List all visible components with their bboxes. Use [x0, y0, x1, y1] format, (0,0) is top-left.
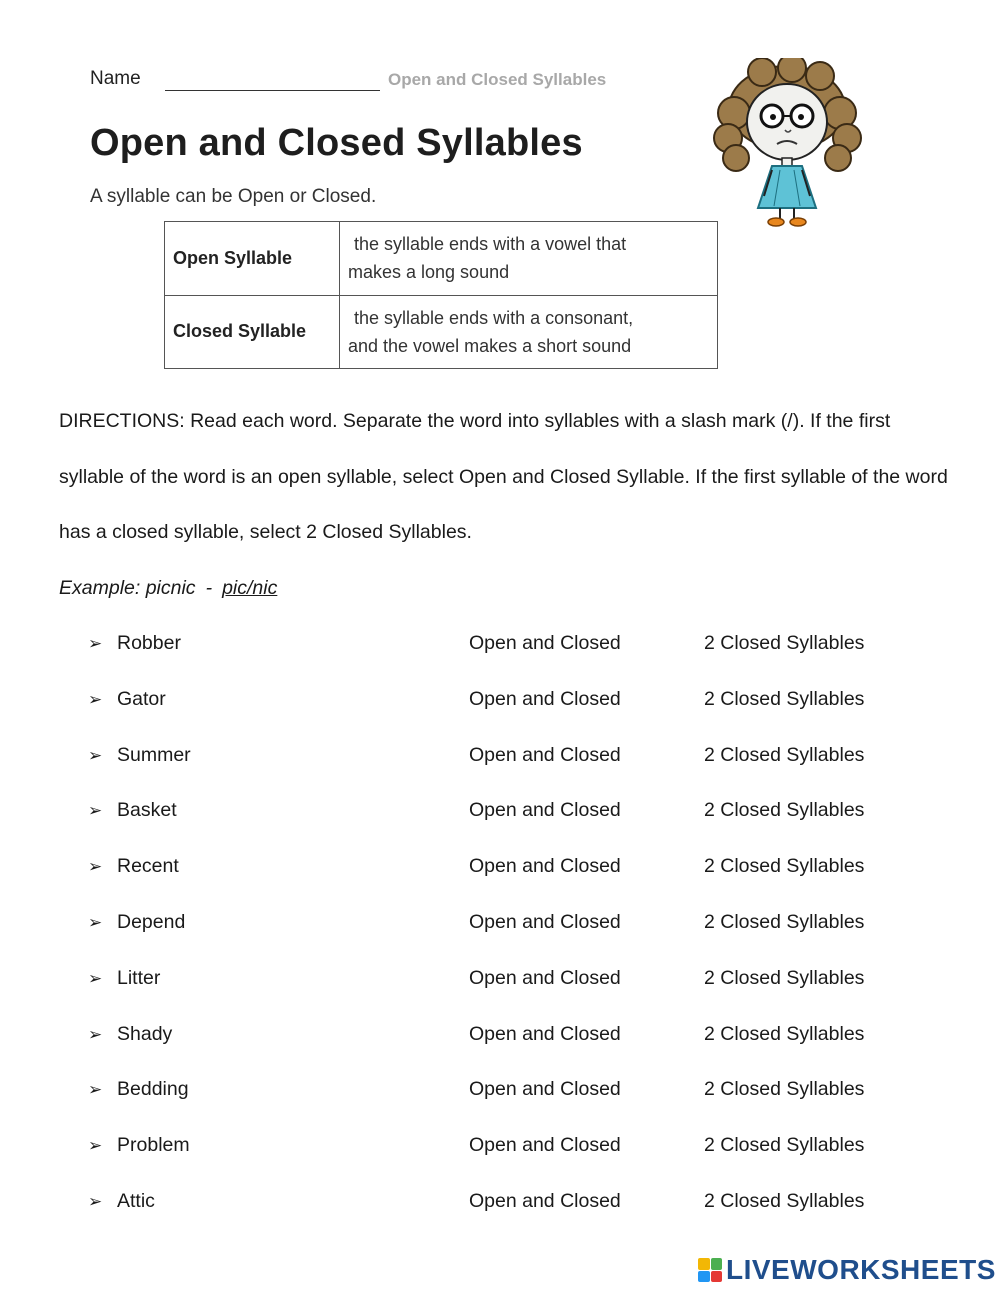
syllable-definition-table	[164, 221, 718, 369]
definition-row-closed	[165, 295, 718, 369]
list-item	[88, 672, 948, 728]
option-open-and-closed[interactable]: Open and Closed	[469, 743, 621, 766]
arrow-bullet-icon: ➢	[88, 968, 103, 988]
definition-line: the syllable ends with a vowel that	[354, 234, 627, 255]
definition-open-syllable	[340, 222, 718, 296]
word-label: Litter	[117, 966, 161, 989]
name-input-line[interactable]	[165, 90, 380, 91]
option-open-and-closed[interactable]: Open and Closed	[469, 1134, 621, 1157]
arrow-bullet-icon: ➢	[88, 689, 103, 709]
word-label: Basket	[117, 799, 177, 822]
arrow-bullet-icon: ➢	[88, 1136, 103, 1156]
arrow-bullet-icon: ➢	[88, 745, 103, 765]
arrow-bullet-icon: ➢	[88, 1024, 103, 1044]
word-label: Robber	[117, 632, 181, 654]
page-subtitle: A syllable can be Open or Closed.	[90, 186, 377, 207]
arrow-bullet-icon: ➢	[88, 1191, 103, 1211]
definition-row-open	[165, 222, 718, 296]
arrow-bullet-icon: ➢	[88, 912, 103, 932]
term-closed-syllable: Closed Syllable	[165, 295, 340, 369]
liveworksheets-logo-icon	[698, 1258, 722, 1282]
arrow-bullet-icon: ➢	[88, 1080, 103, 1100]
name-label: Name	[90, 68, 141, 89]
option-open-and-closed[interactable]: Open and Closed	[469, 1078, 621, 1101]
option-open-and-closed[interactable]: Open and Closed	[469, 910, 621, 933]
option-two-closed-syllables[interactable]: 2 Closed Syllables	[704, 632, 865, 654]
option-two-closed-syllables[interactable]: 2 Closed Syllables	[704, 855, 865, 878]
example-prefix: Example: picnic	[59, 577, 196, 599]
list-item	[88, 951, 948, 1007]
list-item	[88, 839, 948, 895]
list-item	[88, 783, 948, 839]
option-open-and-closed[interactable]: Open and Closed	[469, 1022, 621, 1045]
brand-text: LIVEWORKSHEETS	[726, 1254, 996, 1285]
option-two-closed-syllables[interactable]: 2 Closed Syllables	[704, 1189, 865, 1212]
option-two-closed-syllables[interactable]: 2 Closed Syllables	[704, 910, 865, 933]
word-list	[88, 616, 948, 1230]
liveworksheets-brand	[698, 1255, 996, 1285]
word-label: Summer	[117, 743, 191, 766]
definition-line: the syllable ends with a consonant,	[354, 307, 634, 328]
option-open-and-closed[interactable]: Open and Closed	[469, 966, 621, 989]
list-item	[88, 1174, 948, 1230]
arrow-bullet-icon: ➢	[88, 634, 103, 653]
option-open-and-closed[interactable]: Open and Closed	[469, 799, 621, 822]
arrow-bullet-icon: ➢	[88, 857, 103, 877]
example-separator: -	[205, 577, 213, 599]
example-line	[59, 561, 277, 616]
word-label: Shady	[117, 1022, 173, 1045]
word-label: Problem	[117, 1134, 190, 1157]
word-label: Attic	[117, 1189, 155, 1212]
list-item	[88, 1118, 948, 1174]
word-label: Recent	[117, 855, 179, 878]
option-open-and-closed[interactable]: Open and Closed	[469, 855, 621, 878]
word-label: Gator	[117, 687, 166, 710]
definition-closed-syllable	[340, 295, 718, 369]
definition-line: makes a long sound	[348, 262, 510, 283]
word-label: Depend	[117, 910, 186, 933]
option-two-closed-syllables[interactable]: 2 Closed Syllables	[704, 687, 865, 710]
list-item	[88, 616, 948, 672]
option-two-closed-syllables[interactable]: 2 Closed Syllables	[704, 1134, 865, 1157]
directions-text: DIRECTIONS: Read each word. Separate the word into syllables with a slash mark (/). If the first syllable of the word is an open syllable, select Open and Closed Syllable. If the first syllable of the word has a closed syllable, select 2 Closed Syllables.	[59, 410, 948, 543]
option-open-and-closed[interactable]: Open and Closed	[469, 687, 621, 710]
option-two-closed-syllables[interactable]: 2 Closed Syllables	[704, 1022, 865, 1045]
option-two-closed-syllables[interactable]: 2 Closed Syllables	[704, 1078, 865, 1101]
option-two-closed-syllables[interactable]: 2 Closed Syllables	[704, 743, 865, 766]
option-two-closed-syllables[interactable]: 2 Closed Syllables	[704, 799, 865, 822]
option-two-closed-syllables[interactable]: 2 Closed Syllables	[704, 966, 865, 989]
page-title: Open and Closed Syllables	[90, 122, 583, 164]
list-item	[88, 1007, 948, 1063]
option-open-and-closed[interactable]: Open and Closed	[469, 632, 621, 654]
option-open-and-closed[interactable]: Open and Closed	[469, 1189, 621, 1212]
list-item	[88, 728, 948, 784]
header-tag: Open and Closed Syllables	[388, 70, 607, 89]
arrow-bullet-icon: ➢	[88, 801, 103, 821]
list-item	[88, 1062, 948, 1118]
example-answer: pic/nic	[222, 577, 278, 599]
list-item	[88, 895, 948, 951]
word-label: Bedding	[117, 1078, 189, 1101]
term-open-syllable: Open Syllable	[165, 222, 340, 296]
definition-line: and the vowel makes a short sound	[348, 335, 632, 356]
girl-character-illustration	[712, 58, 862, 230]
